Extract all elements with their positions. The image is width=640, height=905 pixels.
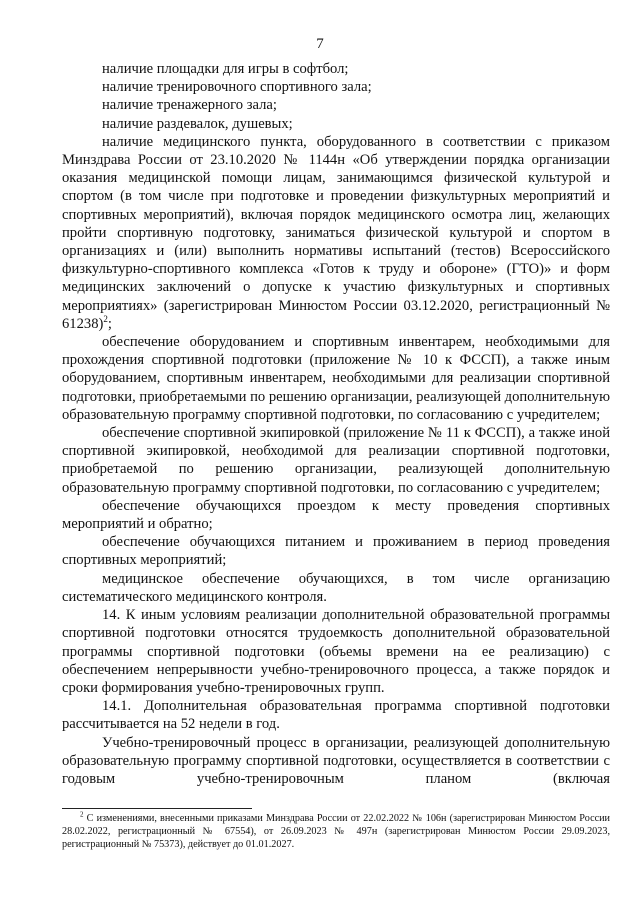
paragraph-training-hall: наличие тренировочного спортивного зала;: [102, 79, 372, 96]
paragraph-travel: обеспечение обучающихся проездом к месту проведения спортивных мероприятий и обратно;: [62, 497, 610, 533]
paragraph-training-process: Учебно-тренировочный процесс в организации, реализующей дополнительную образовательную программу спортивной подготовки, осуществляется в соответствии с годовым учебно-тренировочным планом (включая: [62, 734, 610, 787]
footnote-reference: 2: [103, 313, 108, 324]
paragraph-locker-rooms: наличие раздевалок, душевых;: [102, 115, 293, 132]
paragraph-medical-point: [62, 133, 610, 333]
paragraph-sports-gear: обеспечение спортивной экипировкой (приложение № 11 к ФССП), а также иной спортивной экипировкой, необходимой для реализации спортивной подготовки, приобретаемой по решению организации, реализующей дополнительную образовательную программу спортивной подготовки, по согласованию с учредителем;: [62, 425, 610, 496]
paragraph-meals: обеспечение обучающихся питанием и проживанием в период проведения спортивных мероприятий;: [62, 534, 610, 569]
medical-point-text: наличие медицинского пункта, оборудованного в соответствии с приказом Минздрава России от 23.10.2020 № 1144н «Об утверждении порядка организации оказания медицинской помощи лицам, занимающимся физической культурой и спортом (в том числе при подготовке и проведении физкультурных мероприятий и спортивных мероприятий), включая порядок медицинского осмотра лиц, желающих пройти спортивную подготовку, заниматься физической культурой и спортом в организациях и (или) выполнить нормативы испытаний (тестов) Всероссийского физкультурно-спортивного комплекса «Готов к труду и обороне» (ГТО)» и форм медицинских заключений о допуске к участию физкультурных и спортивных мероприятиях» (зарегистрирован Минюстом России 03.12.2020, регистрационный № 61238): [62, 133, 610, 332]
paragraph-section-14: 14. К иным условиям реализации дополнительной образовательной программы спортивной подготовки относятся трудоемкость дополнительной образовательной программы спортивной подготовки (объемы времени на ее реализацию) с обеспечением непрерывности учебно-тренировочного процесса, а также порядок и сроки формирования учебно-тренировочных групп.: [62, 607, 610, 696]
footnote: [62, 812, 610, 852]
paragraph-equipment: обеспечение оборудованием и спортивным инвентарем, необходимыми для прохождения спортивной подготовки (приложение № 10 к ФССП), а также иным оборудованием, спортивным инвентарем, необходимыми для реализации спортивной подготовки, приобретаемыми по решению организации, реализующей дополнительную образовательную программу спортивной подготовки, по согласованию с учредителем;: [62, 334, 610, 423]
footnote-marker: 2: [80, 810, 84, 819]
footnote-divider: [62, 808, 252, 809]
medical-point-tail: ;: [107, 315, 112, 332]
paragraph-section-14-1: 14.1. Дополнительная образовательная программа спортивной подготовки рассчитывается на 52 недели в год.: [62, 698, 610, 733]
paragraph-softball: наличие площадки для игры в софтбол;: [102, 61, 349, 77]
body-text: [62, 60, 610, 788]
page-number: 7: [316, 36, 324, 52]
footnote-text: С изменениями, внесенными приказами Минздрава России от 22.02.2022 № 106н (зарегистрирован Минюстом России 28.02.2022, регистрационный № 67554), от 26.09.2023 № 497н (зарегистрирован Минюстом России 29.09.2023, регистрационный № 75373), действует до 01.01.2027.: [62, 813, 611, 851]
paragraph-gym: наличие тренажерного зала;: [102, 97, 277, 114]
paragraph-medical-support: медицинское обеспечение обучающихся, в том числе организацию систематического медицинского контроля.: [62, 570, 610, 605]
